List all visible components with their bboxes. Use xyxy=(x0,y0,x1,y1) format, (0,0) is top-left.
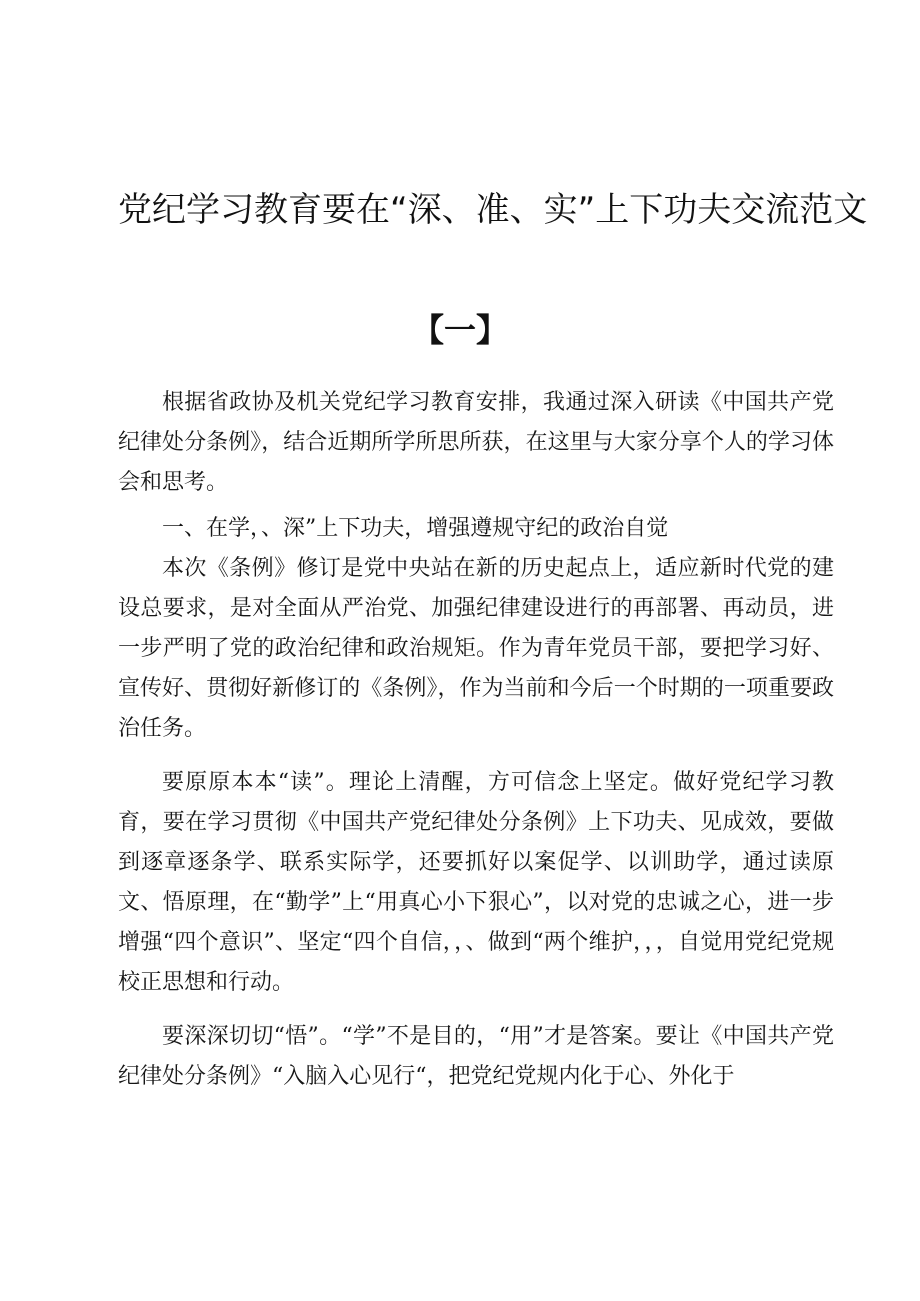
paragraph-understand: 要深深切切“悟”。“学”不是目的，“用”才是答案。要让《中国共产党纪律处分条例》“入脑入心见行“，把党纪党规内化于心、外化于 xyxy=(118,1024,834,1089)
paragraph-regulation-revision: 本次《条例》修订是党中央站在新的历史起点上，适应新时代党的建设总要求，是对全面从严治党、加强纪律建设进行的再部署、再动员，进一步严明了党的政治纪律和政治规矩。作为青年党员干部，要把学习好、宣传好、贯彻好新修订的《条例》，作为当前和今后一个时期的一项重要政治任务。 xyxy=(118,556,834,741)
document-body xyxy=(118,383,834,1097)
paragraph-intro: 根据省政协及机关党纪学习教育安排，我通过深入研读《中国共产党纪律处分条例》，结合近期所学所思所获，在这里与大家分享个人的学习体会和思考。 xyxy=(118,390,834,495)
paragraph-read: 要原原本本“读”。理论上清醒，方可信念上坚定。做好党纪学习教育，要在学习贯彻《中国共产党纪律处分条例》上下功夫、见成效，要做到逐章逐条学、联系实际学，还要抓好以案促学、以训助学，通过读原文、悟原理，在“勤学”上“用真心小下狠心”，以对党的忠诚之心，进一步增强“四个意识”、坚定“四个自信，，、做到“两个维护，，，自觉用党纪党规校正思想和行动。 xyxy=(118,770,834,995)
section-heading-1: 一、在学，、深”上下功夫，增强遵规守纪的政治自觉 xyxy=(162,516,669,541)
section-marker: 【一】 xyxy=(411,311,508,349)
document-title: 党纪学习教育要在“深、准、实”上下功夫交流范文 xyxy=(118,190,868,230)
